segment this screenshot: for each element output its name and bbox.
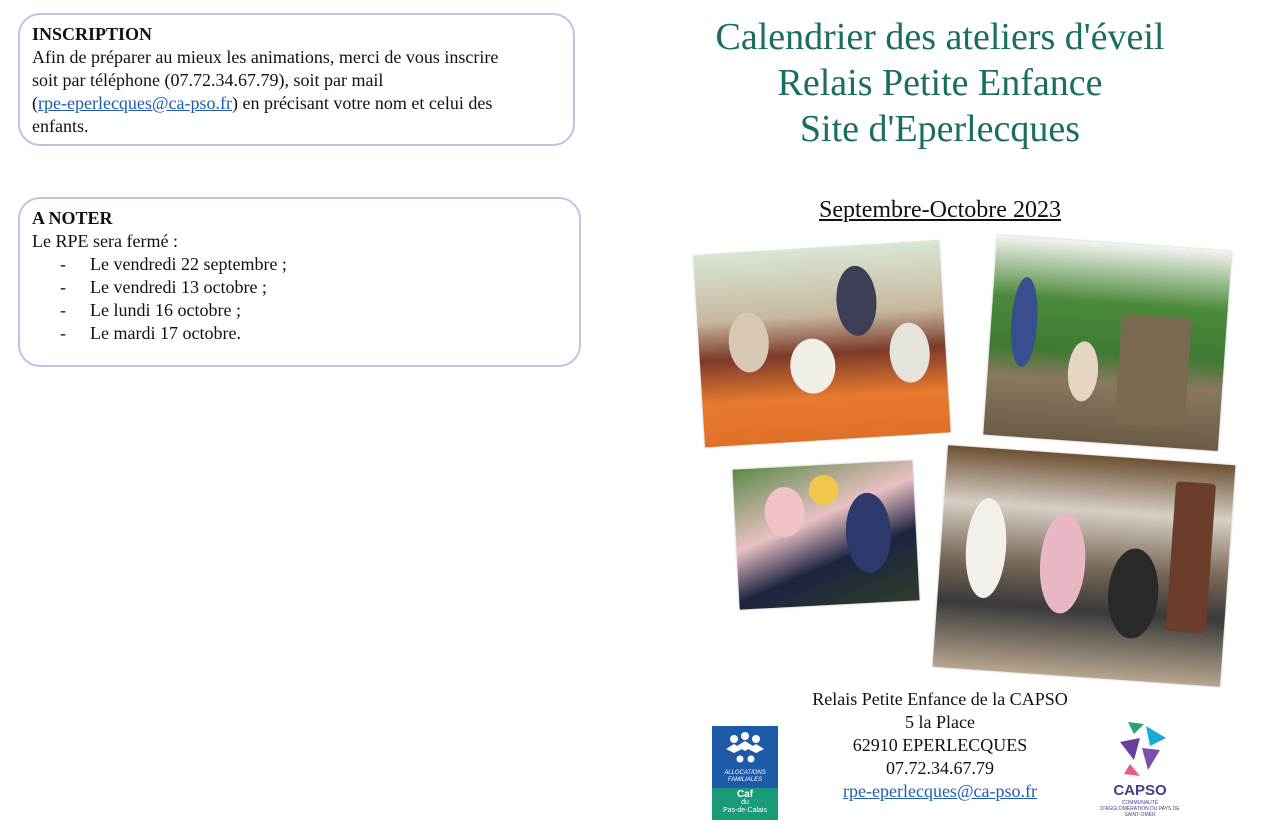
- caf-label: ALLOCATIONS FAMILIALES: [724, 770, 766, 783]
- inscription-email-link[interactable]: rpe-eperlecques@ca-pso.fr: [38, 93, 232, 113]
- a-noter-box: [18, 197, 581, 367]
- address-org: Relais Petite Enfance de la CAPSO: [812, 689, 1068, 709]
- photo-outdoor-farm: [983, 235, 1231, 451]
- inscription-box: [18, 13, 575, 146]
- a-noter-intro: Le RPE sera fermé :: [32, 231, 178, 251]
- contact-address: [770, 688, 1110, 803]
- title-line3: Site d'Eperlecques: [799, 108, 1081, 150]
- a-noter-heading: A NOTER: [32, 208, 113, 228]
- list-item: - Le lundi 16 octobre ;: [60, 300, 241, 320]
- page-title: [640, 14, 1240, 152]
- inscription-line3: (rpe-eperlecques@ca-pso.fr) en précisant votre nom et celui des: [32, 93, 493, 113]
- inscription-line1: Afin de préparer au mieux les animations, merci de vous inscrire: [32, 47, 499, 67]
- capso-emblem-icon: [1110, 720, 1170, 780]
- period-subtitle: Septembre-Octobre 2023: [819, 197, 1061, 223]
- photo-indoor-activity: [693, 241, 950, 448]
- inscription-line2: soit par téléphone (07.72.34.67.79), soit par mail: [32, 70, 384, 90]
- caf-logo: [712, 726, 778, 820]
- title-line2: Relais Petite Enfance: [777, 62, 1103, 104]
- list-item: - Le vendredi 13 octobre ;: [60, 277, 267, 297]
- address-email-link[interactable]: rpe-eperlecques@ca-pso.fr: [843, 781, 1037, 801]
- closure-list: [32, 253, 567, 345]
- title-line1: Calendrier des ateliers d'éveil: [715, 16, 1165, 58]
- caf-family-icon: [720, 729, 770, 769]
- photo-children-animal: [732, 460, 919, 609]
- capso-name: CAPSO: [1113, 782, 1167, 799]
- inscription-line4: enfants.: [32, 116, 89, 136]
- capso-subtitle: COMMUNAUTÉ D'AGGLOMÉRATION DU PAYS DE SAINT-OMER: [1100, 800, 1180, 818]
- address-city: 62910 EPERLECQUES: [852, 735, 1028, 755]
- photo-stable-visit: [933, 445, 1236, 687]
- list-item: - Le mardi 17 octobre.: [60, 323, 241, 343]
- inscription-heading: INSCRIPTION: [32, 24, 153, 44]
- address-phone: 07.72.34.67.79: [886, 758, 994, 778]
- list-item: - Le vendredi 22 septembre ;: [60, 254, 287, 274]
- capso-logo: [1100, 720, 1180, 818]
- caf-region: Caf du Pas-de-Calais: [712, 788, 778, 820]
- address-street: 5 la Place: [905, 712, 975, 732]
